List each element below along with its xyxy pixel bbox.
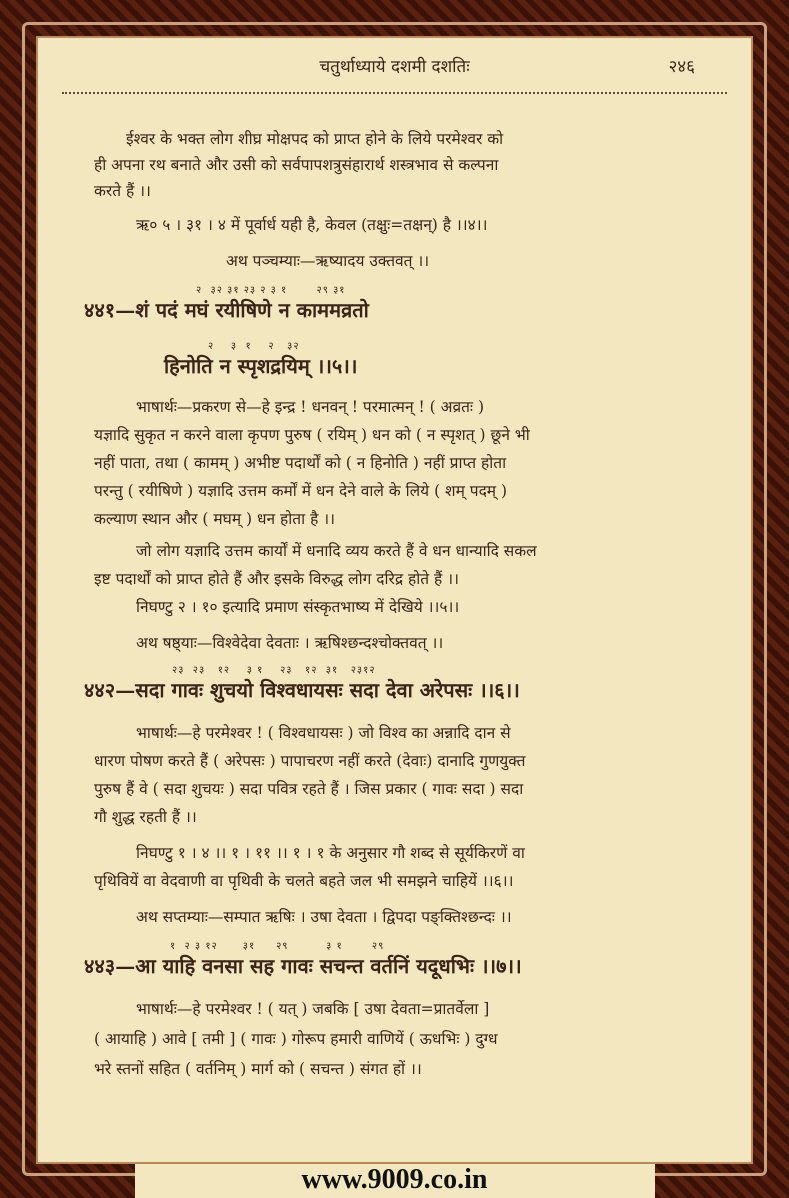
- text-line: भाषार्थः—हे परमेश्वर ! ( विश्वधायसः ) जो विश्व का अन्नादि दान से: [136, 724, 511, 742]
- text-line: धारण पोषण करते हैं ( अरेपसः ) पापाचरण नहीं करते (देवाः) दानादि गुणयुक्त: [94, 752, 526, 770]
- text-line: भाषार्थः—प्रकरण से—हे इन्द्र ! धनवन् ! परमात्मन् ! ( अव्रतः ): [136, 398, 485, 416]
- text-line: ही अपना रथ बनाते और उसी को सर्वपापशत्रुसंहारार्थ शस्त्रभाव से कल्पना: [94, 156, 499, 174]
- text-line: निघण्टु २ । १० इत्यादि प्रमाण संस्कृतभाष्य में देखिये ।।५।।: [136, 598, 460, 616]
- text-line: पुरुष हैं वे ( सदा शुचयः ) सदा पवित्र रहते हैं । जिस प्रकार ( गावः सदा ) सदा: [94, 780, 524, 798]
- chapter-title: चतुर्थाध्याये दशमी दशतिः: [319, 57, 470, 77]
- text-line: अथ षष्ठ्याः—विश्वेदेवा देवताः । ऋषिश्छन्दश्चोक्तवत् ।।: [136, 634, 444, 652]
- text-line: भाषार्थः—हे परमेश्वर ! ( यत् ) जबकि [ उषा देवता=प्रातर्वेला ]: [136, 1000, 490, 1018]
- website-footer: www.9009.co.in: [135, 1164, 655, 1198]
- page-number: २४६: [668, 57, 695, 77]
- verse-442: ४४२—सदा गावः शुचयो विश्वधायसः सदा देवा अरेपसः ।।६।।: [84, 678, 520, 702]
- header-rule: [62, 92, 727, 94]
- text-line: ईश्वर के भक्त लोग शीघ्र मोक्षपद को प्राप्त होने के लिये परमेश्वर को: [126, 130, 504, 148]
- text-line: अथ सप्तम्याः—सम्पात ऋषिः । उषा देवता । द्विपदा पङ्क्तिश्छन्दः ।।: [136, 908, 512, 926]
- verse-441-line1: ४४१—शं पदं मघं रयीषिणे न काममव्रतो: [84, 298, 369, 322]
- text-line: ऋ० ५ । ३१ । ४ में पूर्वार्ध यही है, केवल (तक्षुः=तक्षन्) है ।।४।।: [136, 216, 488, 234]
- text-line: जो लोग यज्ञादि उत्तम कार्यों में धनादि व्यय करते हैं वे धन धान्यादि सकल: [136, 542, 537, 560]
- verse-441-line2: हिनोति न स्पृशद्रयिम् ।।५।।: [164, 354, 358, 378]
- accent-marks: २ ३ १ २ ३२: [208, 341, 300, 352]
- text-line: गौ शुद्ध रहती हैं ।।: [94, 808, 197, 826]
- text-line: करते हैं ।।: [94, 182, 151, 200]
- accent-marks: २ ३२ ३१ २३ २ ३ १ २९ ३१: [196, 285, 346, 296]
- text-line: परन्तु ( रयीषिणे ) यज्ञादि उत्तम कर्मों में धन देने वाले के लिये ( शम् पदम् ): [94, 482, 508, 500]
- verse-443: ४४३—आ याहि वनसा सह गावः सचन्त वर्तनिं यदूधभिः ।।७।।: [84, 954, 522, 978]
- text-line: इष्ट पदार्थों को प्राप्त होते हैं और इसके विरुद्ध लोग दरिद्र होते हैं ।।: [94, 570, 459, 588]
- text-line: अथ पञ्चम्याः—ऋष्यादय उक्तवत् ।।: [226, 252, 430, 270]
- text-line: यज्ञादि सुकृत न करने वाला कृपण पुरुष ( रयिम् ) धन को ( न स्पृशत् ) छूने भी: [94, 426, 530, 444]
- accent-marks: २३ २३ १२ ३ १ २३ १२ ३१ २३१२: [172, 665, 376, 676]
- text-line: पृथिवियें वा वेदवाणी वा पृथिवी के चलते बहते जल भी समझने चाहियें ।।६।।: [94, 872, 514, 890]
- page-header: [36, 54, 753, 84]
- text-line: भरे स्तनों सहित ( वर्तनिम् ) मार्ग को ( सचन्त ) संगत हों ।।: [94, 1060, 422, 1078]
- text-line: निघण्टु १ । ४ ।। १ । ११ ।। १ । १ के अनुसार गौ शब्द से सूर्यकिरणें वा: [136, 844, 525, 862]
- text-line: नहीं पाता, तथा ( कामम् ) अभीष्ट पदार्थों को ( न हिनोति ) नहीं प्राप्त होता: [94, 454, 507, 472]
- book-page: [36, 36, 753, 1164]
- accent-marks: १ २ ३ १२ ३१ २९ ३ १ २९: [170, 941, 385, 952]
- text-line: कल्याण स्थान और ( मघम् ) धन होता है ।।: [94, 510, 335, 528]
- text-line: ( आयाहि ) आवे [ तमी ] ( गावः ) गोरूप हमारी वाणियें ( ऊधभिः ) दुग्ध: [94, 1030, 498, 1048]
